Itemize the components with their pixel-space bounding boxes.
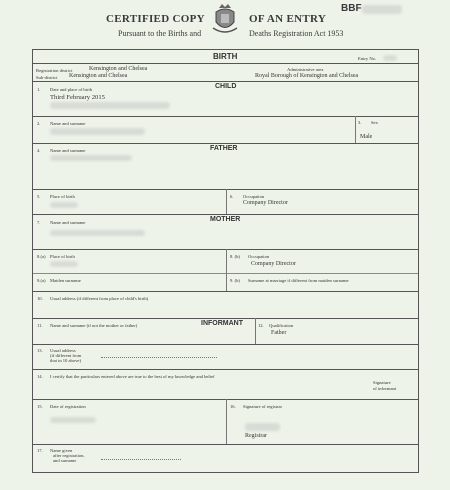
name-given-sub2: and surname xyxy=(53,458,77,463)
divider xyxy=(226,399,227,444)
divider xyxy=(355,116,356,143)
mother-place-of-birth-label: Place of birth xyxy=(50,254,75,259)
field-4-number: 4. xyxy=(37,148,41,153)
rule xyxy=(33,318,418,319)
divider xyxy=(226,249,227,273)
rule xyxy=(33,214,418,215)
field-12-number: 12. xyxy=(258,323,264,328)
father-name-redacted xyxy=(50,155,132,161)
registrar-signature-redacted xyxy=(245,423,280,431)
mother-heading: MOTHER xyxy=(210,216,241,223)
registration-district-value: Kensington and Chelsea xyxy=(89,66,148,72)
informant-heading: INFORMANT xyxy=(201,320,243,327)
qualification-value: Father xyxy=(271,330,287,336)
name-given-sub1: after registration, xyxy=(53,453,85,458)
qualification-label: Qualification xyxy=(269,323,294,328)
child-heading: CHILD xyxy=(215,83,237,90)
entry-no-label: Entry No. xyxy=(358,56,377,61)
mother-name-label: Name and surname xyxy=(50,220,86,225)
header-right-title: OF AN ENTRY xyxy=(249,13,327,25)
address-line xyxy=(101,357,217,358)
informant-address-sub2: that in 10 above) xyxy=(50,358,81,363)
birth-entry-form xyxy=(32,49,419,473)
sex-label: Sex xyxy=(371,120,378,125)
father-occupation-value: Company Director xyxy=(243,200,288,206)
rule xyxy=(33,63,418,64)
registrar-signature-label: Signature of registrar xyxy=(243,404,283,409)
header-left-title: CERTIFIED COPY xyxy=(106,13,205,25)
rule xyxy=(33,344,418,345)
father-heading: FATHER xyxy=(210,145,238,152)
date-place-of-birth-label: Date and place of birth xyxy=(50,87,93,92)
rule xyxy=(33,444,418,445)
informant-address-sub1: (if different from xyxy=(50,353,82,358)
child-name-label: Name and surname xyxy=(50,121,86,126)
field-14-number: 14. xyxy=(37,374,43,379)
serial-prefix: BBF xyxy=(341,3,362,14)
header-subtitle-left: Pursuant to the Births and xyxy=(118,29,202,38)
registrar-value: Registrar xyxy=(245,433,267,439)
mother-occupation-value: Company Director xyxy=(251,261,296,267)
informant-signature-label: Signature xyxy=(373,380,391,385)
informant-name-label: Name and surname (if not the mother or father) xyxy=(50,323,138,328)
name-given-label: Name given xyxy=(50,448,73,453)
surname-at-marriage-label: Surname at marriage if different from maiden surname xyxy=(248,278,349,283)
child-name-redacted xyxy=(50,128,145,135)
father-occupation-label: Occupation xyxy=(243,194,265,199)
father-name-label: Name and surname xyxy=(50,148,86,153)
maiden-surname-label: Maiden surname xyxy=(50,278,81,283)
form-title: BIRTH xyxy=(213,52,238,61)
rule xyxy=(33,116,418,117)
father-place-of-birth-label: Place of birth xyxy=(50,194,75,199)
field-9b-number: 9. (b) xyxy=(230,278,240,283)
field-8a-number: 8.(a) xyxy=(37,254,46,259)
date-of-birth-value: Third February 2015 xyxy=(50,94,105,101)
divider xyxy=(255,318,256,344)
header-subtitle-right: Deaths Registration Act 1953 xyxy=(249,29,344,38)
entry-no-redacted xyxy=(383,55,397,61)
divider xyxy=(226,273,227,291)
rule xyxy=(33,369,418,370)
name-given-line xyxy=(101,459,181,460)
field-17-number: 17. xyxy=(37,448,43,453)
royal-crest-icon xyxy=(210,2,240,36)
field-1-number: 1. xyxy=(37,87,41,92)
sex-value: Male xyxy=(360,134,373,140)
mother-name-redacted xyxy=(50,230,145,236)
field-6-number: 6. xyxy=(230,194,234,199)
field-5-number: 5. xyxy=(37,194,41,199)
registration-district-label: Registration district xyxy=(36,68,73,73)
informant-address-label: Usual address xyxy=(50,348,76,353)
field-9a-number: 9.(a) xyxy=(37,278,46,283)
field-16-number: 16. xyxy=(230,404,236,409)
field-3-number: 3. xyxy=(358,120,362,125)
field-10-number: 10. xyxy=(37,296,43,301)
sub-district-value: Kensington and Chelsea xyxy=(69,73,128,79)
divider xyxy=(226,189,227,214)
rule xyxy=(33,81,418,82)
field-8b-number: 8. (b) xyxy=(230,254,240,259)
place-of-birth-redacted xyxy=(50,102,170,109)
field-15-number: 15. xyxy=(37,404,43,409)
certification-statement: I certify that the particulars entered above are true to the best of my knowledge and belief xyxy=(50,374,215,379)
field-2-number: 2. xyxy=(37,121,41,126)
usual-address-label: Usual address (if different from place of child's birth) xyxy=(50,296,149,301)
field-7-number: 7. xyxy=(37,220,41,225)
date-of-registration-label: Date of registration xyxy=(50,404,86,409)
field-13-number: 13. xyxy=(37,348,43,353)
sub-district-label: Sub-district xyxy=(36,75,58,80)
serial-number-redacted xyxy=(362,5,402,14)
date-of-registration-redacted xyxy=(50,417,96,423)
rule xyxy=(33,143,418,144)
administrative-area-label: Administrative area xyxy=(287,67,324,72)
informant-signature-sub: of informant xyxy=(373,386,397,391)
father-place-of-birth-redacted xyxy=(50,202,78,208)
field-11-number: 11. xyxy=(37,323,43,328)
mother-place-of-birth-redacted xyxy=(50,261,78,267)
rule xyxy=(33,291,418,292)
mother-occupation-label: Occupation xyxy=(248,254,270,259)
administrative-area-value: Royal Borough of Kensington and Chelsea xyxy=(255,73,359,79)
